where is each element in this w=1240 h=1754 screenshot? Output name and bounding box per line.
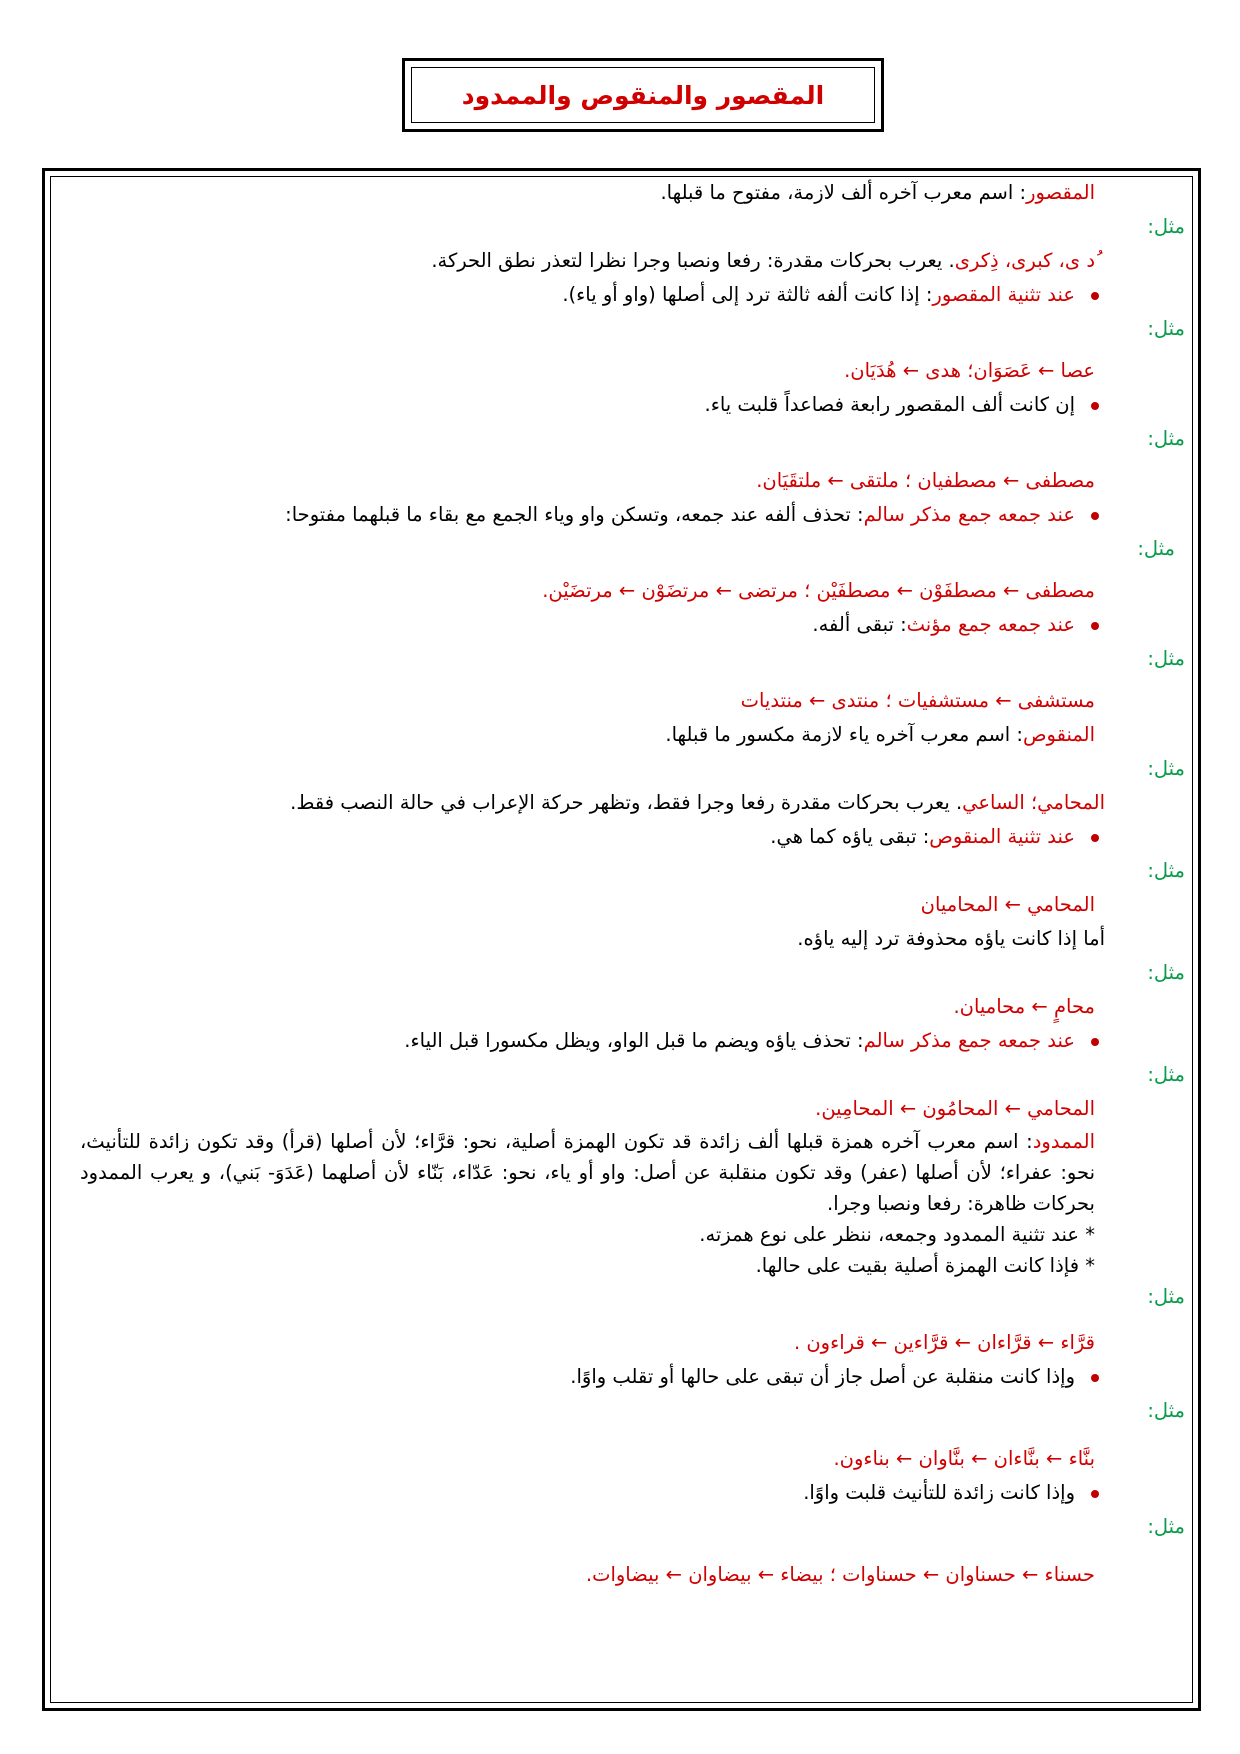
page-title: المقصور والمنقوص والممدود [461, 80, 825, 110]
bullet-item: إن كانت ألف المقصور رابعة فصاعداً قلبت ياء. [90, 388, 1105, 422]
example-label: مثل: [1137, 537, 1175, 560]
mamdud-note-2: * فإذا كانت الهمزة أصلية بقيت على حالها. [755, 1254, 1095, 1277]
lesson-content [80, 176, 1185, 1592]
manqus-masc-example: المحامي ← المحامُون ← المحامِين. [815, 1097, 1095, 1120]
bullet-item: وإذا كانت منقلبة عن أصل جاز أن تبقى على حالها أو تقلب واوًا. [90, 1360, 1105, 1394]
bullet-icon [1091, 292, 1099, 300]
manqus-definition: المنقوص: اسم معرب آخره ياء لازمة مكسور ما قبلها. [665, 723, 1095, 746]
bullet-icon [1091, 1490, 1099, 1498]
mamdud-term: الممدود [1032, 1130, 1095, 1153]
example-label: مثل: [1147, 1063, 1185, 1086]
bullet-item: وإذا كانت زائدة للتأنيث قلبت واوًا. [90, 1476, 1105, 1510]
manqus-deleted-example: محامٍ ← محاميان. [953, 995, 1095, 1018]
example-label: مثل: [1147, 859, 1185, 882]
maqsur-examples: ُد ى، كبرى، ذِكرى. يعرب بحركات مقدرة: رفعا ونصبا وجرا نظرا لتعذر نطق الحركة. [431, 249, 1095, 272]
maqsur-dual-example: عصا ← عَصَوَان؛ هدى ← هُدَيَان. [844, 359, 1095, 382]
bullet-item: عند جمعه جمع مذكر سالم: تحذف ألفه عند جمعه، وتسكن واو وياء الجمع مع بقاء ما قبلهما مفتوحا: [90, 498, 1105, 532]
manqus-deleted-rule: أما إذا كانت ياؤه محذوفة ترد إليه ياؤه. [797, 927, 1105, 950]
bullet-icon [1091, 834, 1099, 842]
manqus-examples: المحامي؛ الساعي. يعرب بحركات مقدرة رفعا وجرا فقط، وتظهر حركة الإعراب في حالة النصب فقط. [290, 791, 1105, 814]
manqus-term: المنقوص [1022, 723, 1095, 746]
mamdud-example-3: حسناء ← حسناوان ← حسناوات ؛ بيضاء ← بيضاوان ← بيضاوات. [585, 1563, 1095, 1586]
bullet-icon [1091, 1374, 1099, 1382]
example-label: مثل: [1147, 1285, 1185, 1308]
mamdud-example-2: بنَّاء ← بنَّاءان ← بنَّاوان ← بناءون. [833, 1447, 1095, 1470]
mamdud-definition: الممدود: اسم معرب آخره همزة قبلها ألف زائدة قد تكون الهمزة أصلية، نحو: قرَّاء؛ لأن أصلها (قرأ) وقد تكون زائدة للتأنيث، نحو: عفراء؛ لأن أصلها (عفر) وقد تكون منقلبة عن أصل: واو أو ياء، نحو: عَدّاء، بَنّاء لأن أصلهما (عَدَوَ- بَني)، و يعرب الممدود بحركات ظاهرة: رفعا ونصبا وجرا. [80, 1130, 1095, 1215]
bullet-item: عند جمعه جمع مؤنث: تبقى ألفه. [90, 608, 1105, 642]
maqsur-masc-example: مصطفى ← مصطفَوْن ← مصطفَيْن ؛ مرتضى ← مرتضَوْن ← مرتضَيْن. [542, 579, 1095, 602]
example-label: مثل: [1147, 647, 1185, 670]
example-label: مثل: [1147, 427, 1185, 450]
example-label: مثل: [1147, 961, 1185, 984]
mamdud-example-1: قرَّاء ← قرَّاءان ← قرَّاءين ← قراءون . [793, 1331, 1095, 1354]
bullet-icon [1091, 512, 1099, 520]
manqus-dual-example: المحامي ← المحاميان [920, 893, 1095, 916]
title-inner-border [411, 67, 875, 123]
bullet-item: عند تثنية المقصور: إذا كانت ألفه ثالثة ترد إلى أصلها (واو أو ياء). [90, 278, 1105, 312]
maqsur-fourth-example: مصطفى ← مصطفيان ؛ ملتقى ← ملتقَيَان. [756, 469, 1095, 492]
bullet-icon [1091, 1038, 1099, 1046]
example-label: مثل: [1147, 317, 1185, 340]
bullet-icon [1091, 622, 1099, 630]
example-label: مثل: [1147, 1399, 1185, 1422]
example-label: مثل: [1147, 1515, 1185, 1538]
maqsur-fem-example: مستشفى ← مستشفيات ؛ منتدى ← منتديات [740, 689, 1095, 712]
title-box [402, 58, 884, 132]
example-label: مثل: [1147, 757, 1185, 780]
example-label: مثل: [1147, 215, 1185, 238]
bullet-icon [1091, 402, 1099, 410]
bullet-item: عند تثنية المنقوص: تبقى ياؤه كما هي. [90, 820, 1105, 854]
maqsur-term: المقصور [1026, 181, 1095, 204]
bullet-item: عند جمعه جمع مذكر سالم: تحذف ياؤه ويضم ما قبل الواو، ويظل مكسورا قبل الياء. [90, 1024, 1105, 1058]
mamdud-note-1: * عند تثنية الممدود وجمعه، ننظر على نوع همزته. [699, 1223, 1095, 1246]
maqsur-definition: المقصور: اسم معرب آخره ألف لازمة، مفتوح ما قبلها. [660, 181, 1095, 204]
